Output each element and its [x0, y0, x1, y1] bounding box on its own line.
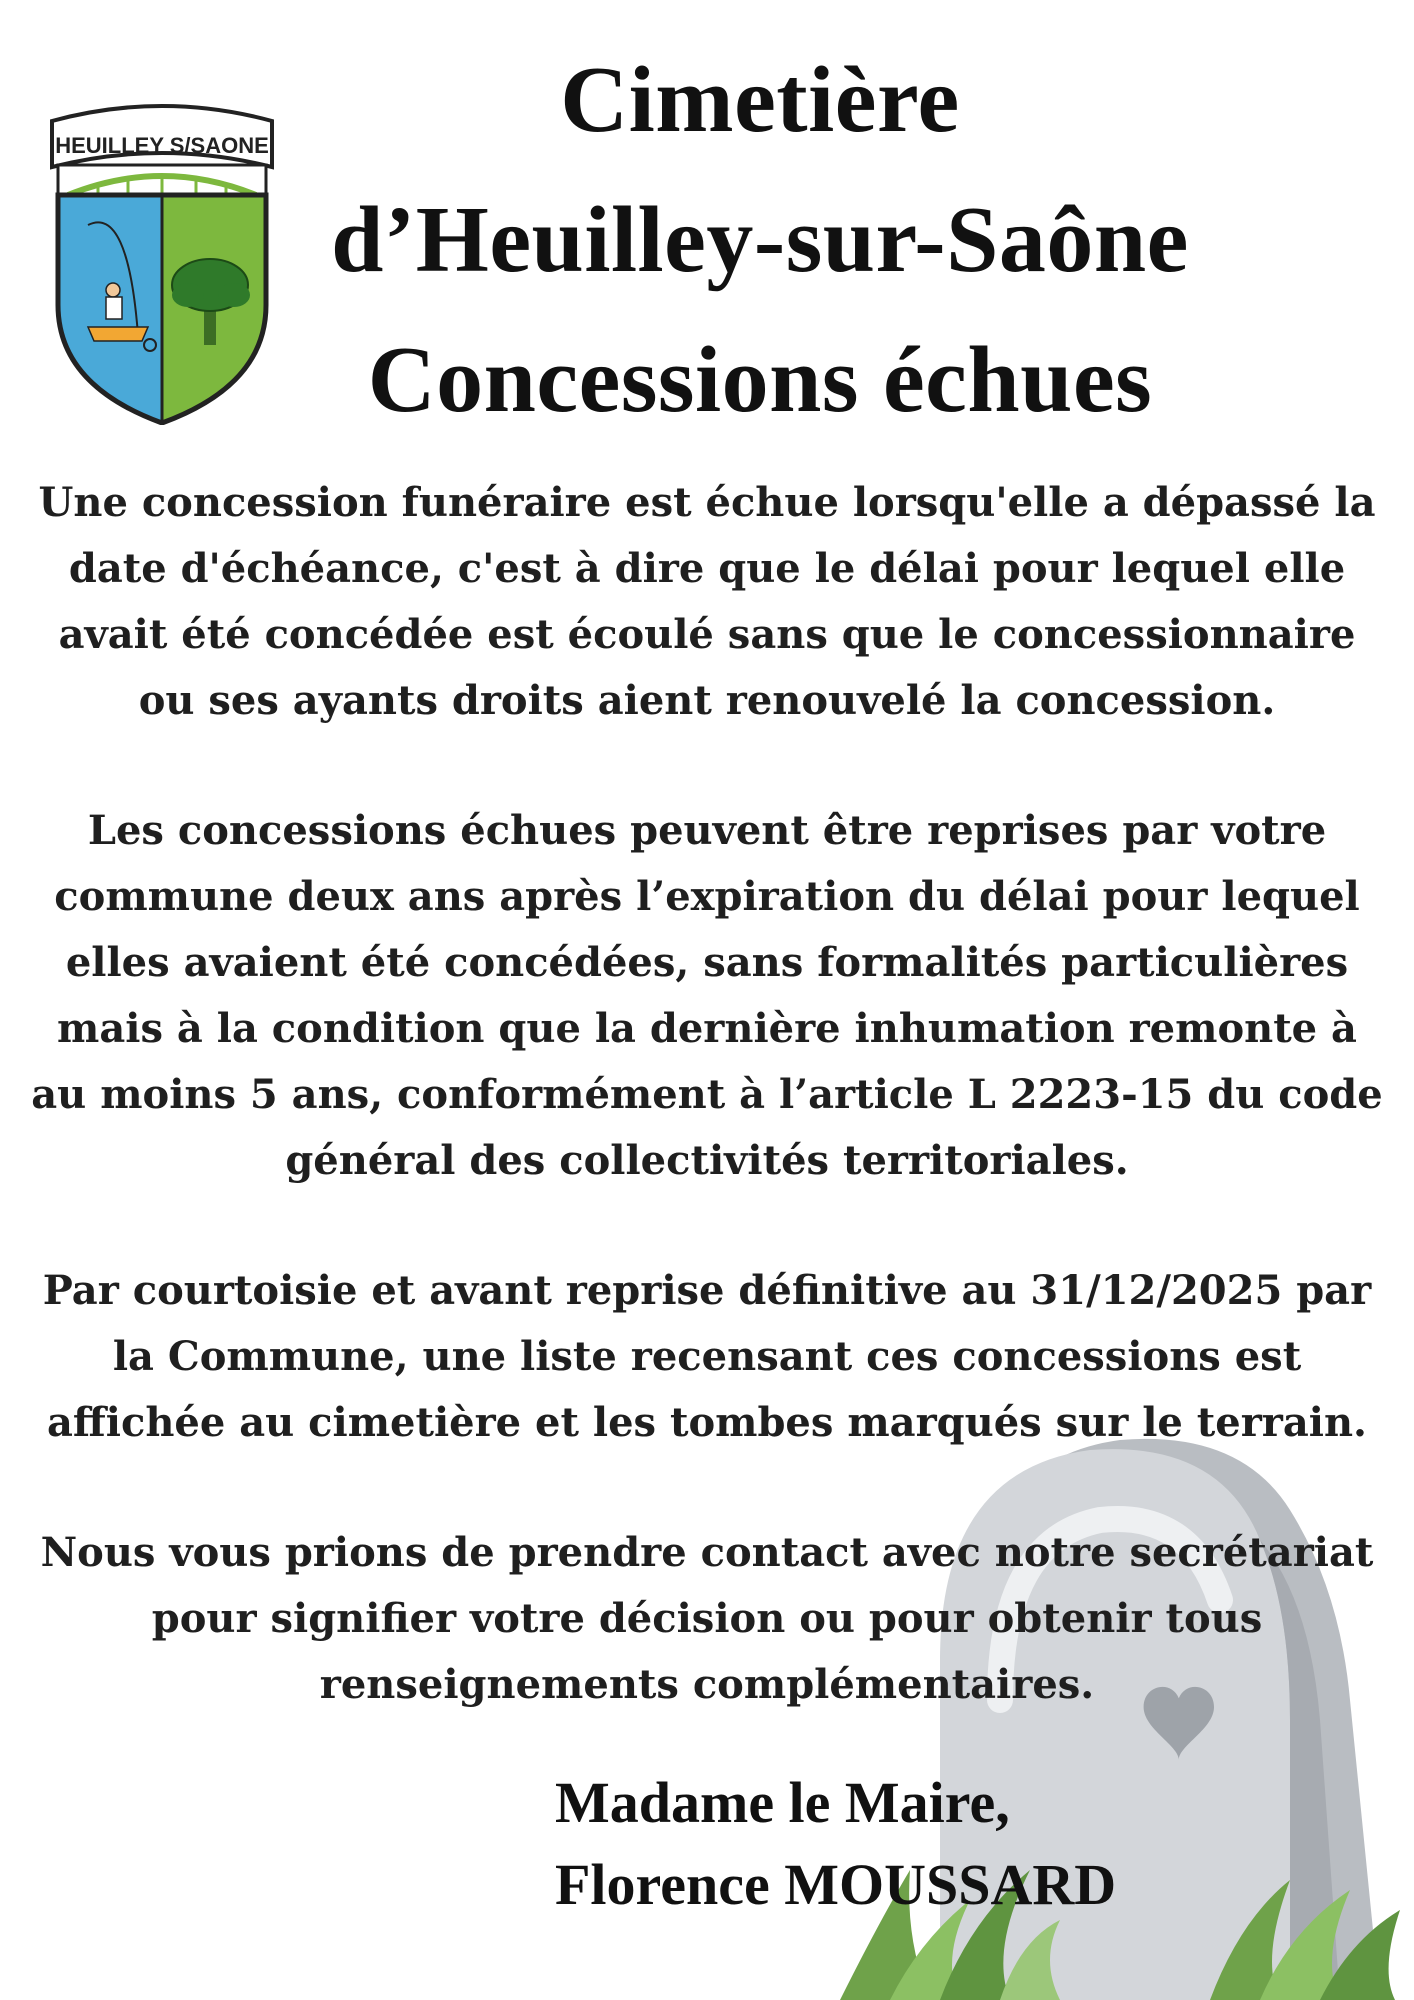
- paragraph-contact: Nous vous prions de prendre contact avec notre secrétariat pour signifier votre décision ou pour obtenir tous renseignements complémentaires.: [40, 1529, 1374, 1708]
- notice-body: [30, 470, 1384, 1718]
- title-cemetery: Cimetière: [560, 48, 960, 152]
- paragraph-courtesy: Par courtoisie et avant reprise définitive au 31/12/2025 par la Commune, une liste recensant ces concessions est affichée au cimetière et les tombes marqués sur le terrain.: [42, 1267, 1372, 1446]
- title-subject: Concessions échues: [367, 328, 1153, 432]
- paragraph-definition: Une concession funéraire est échue lorsqu'elle a dépassé la date d'échéance, c'est à dire que le délai pour lequel elle avait été concédée est écoulé sans que le concessionnaire ou ses ayants droits aient renouvelé la concession.: [38, 479, 1376, 724]
- crest-banner-label: HEUILLEY S/SAONE: [55, 133, 269, 158]
- heuilley-crest-logo: [48, 95, 276, 425]
- paragraph-repossession: Les concessions échues peuvent être reprises par votre commune deux ans après l’expiration du délai pour lequel elles avaient été concédées, sans formalités particulières mais à la condition que la dernière inhumation remonte à au moins 5 ans, conformément à l’article L 2223-15 du code général des collectivités territoriales.: [31, 807, 1383, 1184]
- title-town: d’Heuilley-sur-Saône: [331, 188, 1189, 292]
- title-block: [280, 30, 1240, 450]
- signature-title: Madame le Maire,: [555, 1770, 1010, 1835]
- signature-name: Florence MOUSSARD: [555, 1852, 1117, 1917]
- signature-block: [555, 1762, 1255, 1926]
